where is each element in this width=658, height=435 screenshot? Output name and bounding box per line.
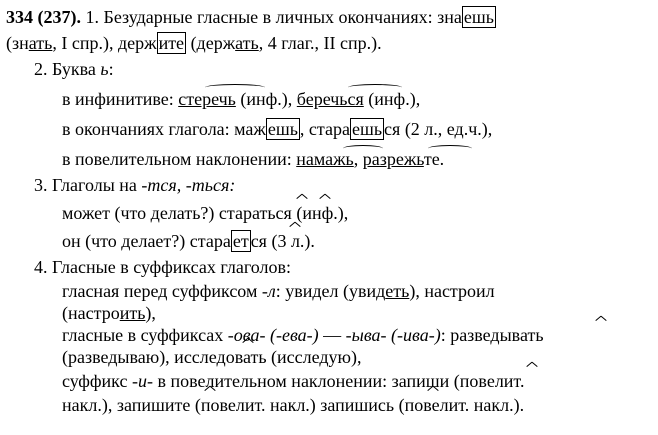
item4-line5 [62,370,524,392]
text-segment: гласная перед суффиксом [62,281,262,301]
text-segment: в повелительном наклонении: запиши (повелит. [152,371,525,391]
text-segment: , I спр.), держ [52,33,157,53]
italic-suffix: -и- [131,371,153,391]
text-segment: суффикс [62,371,132,391]
item3-line1 [62,202,348,224]
text-segment: ), [145,303,156,323]
text-segment: в окончаниях глагола: маж [62,119,266,139]
italic-suffix: (-ива-) [391,325,441,345]
item4-line6 [62,394,524,416]
suffix-hat-mark [527,366,537,372]
item2-line2 [62,118,492,140]
verb-word: стараться [218,203,292,223]
text-segment: накл.), запишите (повелит. накл.) запишись (повелит. накл.). [62,395,525,415]
text-segment: (инф.), [363,89,421,109]
text-segment: в повелительном наклонении: [62,149,297,169]
ending-box: ешь [463,7,494,27]
text-segment: 4. Гласные в суффиксах глаголов: [34,257,292,277]
item2-line1 [62,88,420,110]
ending-box: ешь [267,119,298,139]
text-segment: , стара [299,119,350,139]
text-segment: : [108,59,114,79]
item1-title: 1. Безударные гласные в личных окончаниях: зна [85,7,462,27]
item4-line2 [62,302,156,324]
item4-line4 [62,346,362,368]
exercise-number: 334 (237). [6,7,81,27]
item1-line2 [6,32,382,54]
italic-suffix: -тся, -ться: [141,175,236,195]
item4-title [34,256,291,278]
text-segment: ), настроил [409,281,495,301]
text-segment: (инф.), [235,89,297,109]
text-segment: (держ [186,33,236,53]
text-segment: : увидел (увид [275,281,386,301]
text-segment: гласные в суффиксах [62,325,228,345]
italic-suffix: -ыва- [345,325,387,345]
item3-line2 [62,230,315,252]
italic-suffix: (-ева-) [269,325,319,345]
text-segment: 3. Глаголы на [34,175,142,195]
underlined-ending: ать [235,33,259,53]
ending-box: ите [158,33,185,53]
text-segment: (зн [6,33,29,53]
italic-letter: ь [100,59,109,79]
italic-suffix: -ова- [227,325,266,345]
text-segment: , [353,149,363,169]
text-segment: — [318,325,346,345]
underlined-ending: ать [28,33,53,53]
underlined-word: разрежь [362,149,424,169]
item4-line3 [62,324,544,346]
text-segment: в инфинитиве: [62,89,179,109]
item4-line1 [62,280,495,302]
underlined-word: беречься [296,89,364,109]
exercise-header-line [6,6,496,28]
ending-box: ет [232,231,249,251]
italic-suffix: -л [261,281,276,301]
text-segment: (разведываю), исследовать (исследую), [62,347,362,367]
underlined-ending: ить [119,303,146,323]
text-segment: ся (2 л., ед.ч.), [384,119,493,139]
item2-line3 [62,148,444,170]
text-segment: (инф.), [291,203,349,223]
suffix-hat-mark [596,320,606,326]
text-segment: те. [423,149,445,169]
underlined-word: стеречь [178,89,236,109]
ending-box: ешь [351,119,383,139]
text-segment: , 4 глаг., II спр.). [258,33,382,53]
text-segment: 2. Буква [34,59,101,79]
text-segment: он (что делает?) стара [62,231,231,251]
item3-title [34,174,235,196]
text-segment: может (что делать?) [62,203,219,223]
text-segment: ся (3 л.). [250,231,315,251]
underlined-word: намажь [296,149,354,169]
text-segment: : разведывать [440,325,544,345]
underlined-ending: еть [385,281,410,301]
item2-title [34,58,114,80]
text-segment: (настро [62,303,120,323]
